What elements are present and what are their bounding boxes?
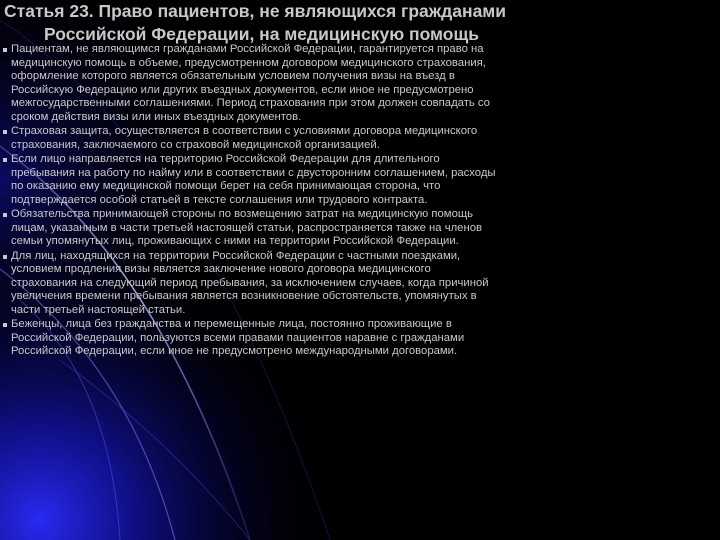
text-line: сроком действия визы или иных въездных документов.: [11, 110, 302, 123]
paragraph-private-trips: [2, 250, 620, 318]
text-line: части третьей настоящей статьи.: [11, 303, 186, 316]
text-line: Российскую Федерацию или других въездных документов, если иное не предусмотрено: [11, 83, 474, 96]
text-line: Пациентам, не являющимся гражданами Российской Федерации, гарантируется право на: [11, 43, 484, 55]
text-line: лицам, указанным в части третьей настоящей статьи, распространяется также на членов: [11, 221, 482, 234]
text-line: Если лицо направляется на территорию Российской Федерации для длительного: [11, 153, 440, 165]
paragraph-long-term-work: [2, 153, 620, 207]
text-line: подтверждается особой статьей в тексте соглашения или трудового контракта.: [11, 193, 428, 206]
text-line: Беженцы, лица без гражданства и перемещенные лица, постоянно проживающие в: [11, 318, 452, 330]
paragraph-foreign-patients: [2, 43, 620, 124]
text-line: Страховая защита, осуществляется в соответствии с условиями договора медицинского: [11, 125, 478, 137]
text-line: страхования, заключаемого со страховой медицинской организацией.: [11, 138, 380, 151]
slide-title: [4, 0, 716, 46]
text-line: пребывания на работу по найму или в соответствии с двусторонним соглашением, расходы: [11, 166, 496, 179]
paragraph-host-obligations: [2, 208, 620, 249]
title-line-2: Российской Федерации, на медицинскую помощь: [44, 24, 479, 44]
text-line: страхования на следующий период пребывания, за исключением случаев, когда причиной: [11, 276, 489, 289]
text-line: межгосударственными соглашениями. Период страхования при этом должен совпадать со: [11, 97, 490, 109]
paragraph-refugees: [2, 318, 620, 359]
text-line: Российской Федерации, если иное не предусмотрено международными договорами.: [11, 345, 458, 357]
text-line: Российской Федерации, пользуются всеми правами пациентов наравне с гражданами: [11, 331, 465, 344]
text-line: Для лиц, находящихся на территории Российской Федерации с частными поездками,: [11, 249, 461, 262]
text-line: оформление которого является обязательным условием получения визы на въезд в: [11, 70, 455, 82]
text-line: условием продления визы является заключение нового договора медицинского: [11, 263, 431, 275]
paragraph-insurance-protection: [2, 125, 620, 152]
text-line: увеличения времени пребывания является возникновение обстоятельств, упомянутых в: [11, 290, 477, 302]
text-line: Обязательства принимающей стороны по возмещению затрат на медицинскую помощь: [11, 208, 474, 220]
text-line: по оказанию ему медицинской помощи берет на себя принимающая сторона, что: [11, 180, 441, 192]
text-line: семьи упомянутых лиц, проживающих с ними на территории Российской Федерации.: [11, 235, 459, 247]
article-body: [2, 43, 620, 360]
title-line-1: Статья 23. Право пациентов, не являющихся гражданами: [4, 1, 507, 21]
text-line: медицинскую помощь в объеме, предусмотренном договором медицинского страхования,: [11, 56, 486, 69]
